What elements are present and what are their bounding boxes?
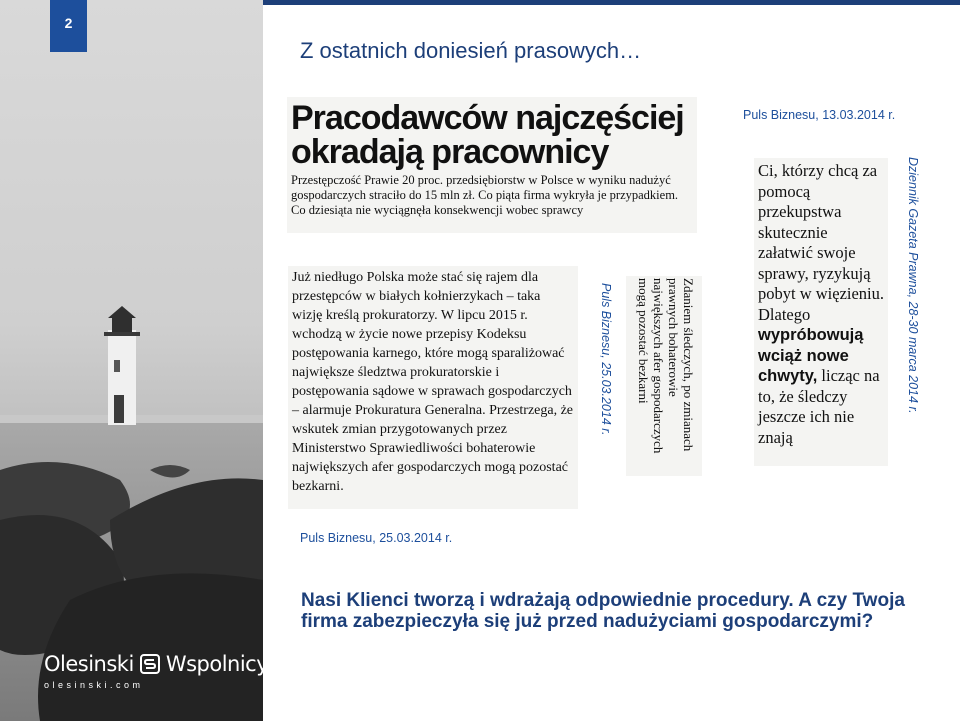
source-label-1: Puls Biznesu, 13.03.2014 r. (743, 108, 896, 122)
press-clipping-1 (287, 97, 697, 233)
clipping-3-line4: mogą pozostać bezkarni (636, 278, 651, 404)
source-label-2: Puls Biznesu, 25.03.2014 r. (599, 283, 613, 436)
brand-name-part2: Wspolnicy (165, 652, 269, 676)
clipping-3-text (636, 278, 696, 453)
press-clipping-4 (754, 158, 888, 466)
clipping-4-text-part1: Ci, którzy chcą za pomocą przekupstwa skutecznie załatwić swoje sprawy, ryzykują pobyt w więzieniu. Dlatego (758, 161, 885, 324)
clipping-4-bold: wypróbowują wciąż nowe chwyty, (758, 326, 864, 385)
lighthouse-illustration (0, 0, 263, 721)
clipping-3-line2: prawnych bohaterowie (666, 278, 681, 397)
clipping-3-line3: największych afer gospodarczych (651, 278, 666, 454)
sidebar-photo-lighthouse (0, 0, 263, 721)
clipping-3-line1: Zdaniem śledczych, po zmianach (681, 278, 696, 452)
source-label-4: Dziennik Gazeta Prawna, 28-30 marca 2014 r. (906, 157, 920, 414)
clipping-4-text-part2: licząc na to, że śledczy jeszcze ich nie znają (758, 366, 880, 447)
brand-logo-block (44, 652, 268, 690)
press-clipping-3 (626, 276, 702, 476)
press-clipping-2 (288, 266, 578, 509)
page-number: 2 (64, 15, 73, 31)
brand-name-part1: Olesinski (44, 652, 134, 676)
closing-question: Nasi Klienci tworzą i wdrażają odpowiednie procedury. A czy Twoja firma zabezpieczyła się już przed nadużyciami gospodarczymi? (301, 590, 905, 632)
clipping-2-text: Już niedługo Polska może stać się rajem dla przestępców w białych kołnierzykach – taka wizję kreślą prokuratorzy. W lipcu 2015 r. wchodzą w życie nowe przepisy Kodeksu postępowania karnego, które mogą sparaliżować największe śledztwa prokuratorskie i postępowania sądowe w sprawach gospodarczych – alarmuje Prokuratura Generalna. Przestrzega, że wskutek zmian przygotowanych przez Ministerstwo Sprawiedliwości bohaterowie największych afer gospodarczych mogą pozostać bezkarni. (292, 270, 574, 494)
clipping-1-headline (287, 97, 697, 169)
clipping-1-headline-line1: Pracodawców najczęściej (291, 99, 684, 137)
brand-s-logo-icon (140, 654, 160, 674)
page-number-badge (50, 0, 87, 52)
clipping-1-headline-line2: okradają pracownicy (291, 133, 609, 171)
brand-name (44, 652, 268, 676)
clipping-4-text (754, 158, 888, 451)
clipping-1-lead: Przestępczość Prawie 20 proc. przedsiębiorstw w Polsce w wyniku nadużyć gospodarczych straciło do 15 mln zł. Co piąta firma wykryła je przypadkiem. Co dziesiąta nie wyciągnęła konsekwencji wobec sprawcy (291, 173, 679, 217)
source-label-3: Puls Biznesu, 25.03.2014 r. (300, 531, 453, 545)
slide-title: Z ostatnich doniesień prasowych… (300, 38, 642, 63)
brand-url: olesinski.com (44, 680, 144, 690)
